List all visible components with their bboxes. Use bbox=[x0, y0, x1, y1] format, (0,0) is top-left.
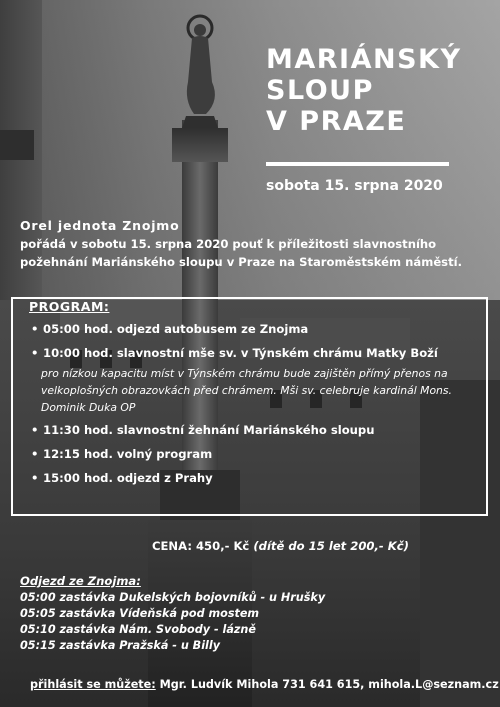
price bbox=[152, 539, 409, 553]
program-item bbox=[13, 422, 486, 438]
organizer: Orel jednota Znojmo bbox=[20, 218, 180, 233]
event-date: sobota 15. srpna 2020 bbox=[266, 178, 443, 194]
madonna-statue-icon bbox=[176, 12, 224, 132]
title-line: MARIÁNSKÝ bbox=[266, 44, 462, 75]
program-heading: PROGRAM: bbox=[29, 299, 110, 314]
departure-stop: 05:00 zastávka Dukelských bojovníků - u Hrušky bbox=[20, 591, 326, 604]
title-divider bbox=[266, 162, 449, 166]
program-item bbox=[13, 321, 486, 337]
program-item-text: 15:00 hod. odjezd z Prahy bbox=[43, 471, 213, 485]
intro-text: pořádá v sobotu 15. srpna 2020 pouť k příležitosti slavnostního požehnání Mariánského sloupu v Praze na Staroměstském náměstí. bbox=[20, 237, 463, 269]
program-item-note: pro nízkou kapacitu míst v Týnském chrámu bude zajištěn přímý přenos na velkoplošných obrazovkách před chrámem. Mši sv. celebruje kardinál Mons. Dominik Duka OP bbox=[41, 367, 452, 414]
price-child: (dítě do 15 let 200,- Kč) bbox=[253, 539, 409, 553]
departure-stop: 05:10 zastávka Nám. Svobody - lázně bbox=[20, 623, 256, 636]
program-item-text: 12:15 hod. volný program bbox=[43, 447, 213, 461]
bullet-icon: • bbox=[31, 322, 39, 336]
program-list bbox=[13, 321, 486, 494]
bullet-icon: • bbox=[31, 447, 39, 461]
program-item-text: 11:30 hod. slavnostní žehnání Mariánského sloupu bbox=[43, 423, 375, 437]
title-line: V PRAZE bbox=[266, 106, 407, 137]
program-item-text: 05:00 hod. odjezd autobusem ze Znojma bbox=[43, 322, 309, 336]
bullet-icon: • bbox=[31, 346, 39, 360]
contact-label: přihlásit se můžete: bbox=[30, 678, 156, 691]
program-item bbox=[13, 446, 486, 462]
contact-value: Mgr. Ludvík Mihola 731 641 615, mihola.L@seznam.cz bbox=[159, 678, 499, 691]
program-item bbox=[13, 345, 486, 361]
program-box bbox=[11, 297, 488, 516]
bullet-icon: • bbox=[31, 423, 39, 437]
departure-stop: 05:15 zastávka Pražská - u Billy bbox=[20, 639, 220, 652]
poster-title bbox=[266, 44, 462, 137]
price-label: CENA: 450,- Kč bbox=[152, 539, 250, 553]
departure-stop: 05:05 zastávka Vídeňská pod mostem bbox=[20, 607, 260, 620]
background-tower-balcony bbox=[0, 130, 34, 160]
column-capital bbox=[172, 128, 228, 162]
bullet-icon: • bbox=[31, 471, 39, 485]
program-item bbox=[13, 470, 486, 486]
program-item-text: 10:00 hod. slavnostní mše sv. v Týnském chrámu Matky Boží bbox=[43, 346, 438, 360]
departures-list bbox=[20, 590, 325, 654]
title-line: SLOUP bbox=[266, 75, 374, 106]
departures-heading: Odjezd ze Znojma: bbox=[20, 574, 141, 588]
contact bbox=[30, 678, 499, 691]
